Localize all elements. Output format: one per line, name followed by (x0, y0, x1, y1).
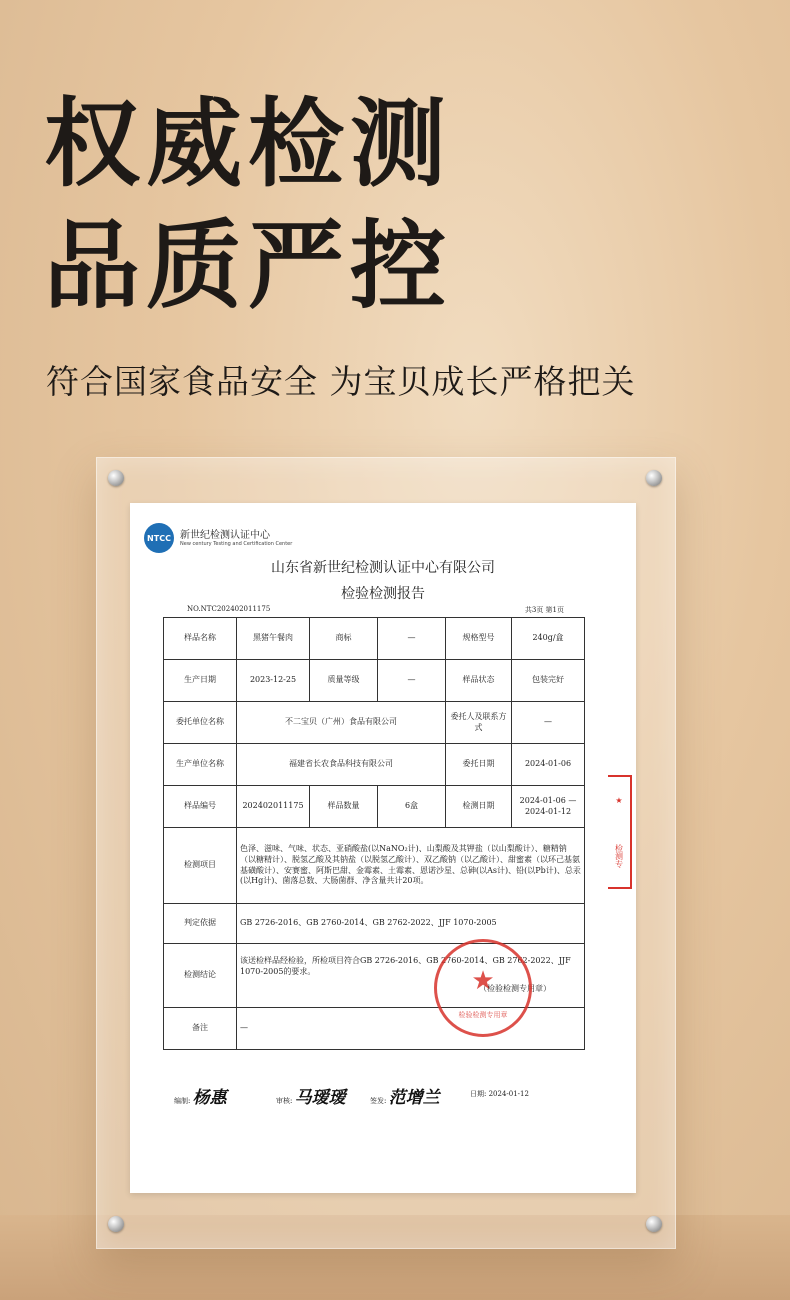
signature-reviewer: 审核: 马瑷瑷 (276, 1088, 346, 1108)
test-items-text: 色泽、滋味、气味、状态、亚硝酸盐(以NaNO₂计)、山梨酸及其钾盐（以山梨酸计）、糖精钠（以糖精计）、脱氢乙酸及其钠盐（以脱氢乙酸计）、双乙酸钠（以乙酸计）、甜蜜素（以环己基氨基磺酸计）、安赛蜜、阿斯巴甜、金霉素、土霉素、恩诺沙星、总砷(以As计)、铅(以Pb计)、总汞(以Hg计)、菌落总数、大肠菌群、净含量共计20项。 (237, 828, 585, 904)
cell-value: — (378, 660, 446, 702)
table-row (164, 786, 585, 828)
cell-value: — (512, 702, 585, 744)
signature-editor: 编制: 杨惠 (174, 1088, 227, 1108)
cell-label: 委托日期 (446, 744, 512, 786)
company-name: 山东省新世纪检测认证中心有限公司 (271, 560, 495, 576)
table-row (164, 744, 585, 786)
seal-star-icon: ★ (471, 966, 495, 996)
cell-value: 包装完好 (512, 660, 585, 702)
conclusion-text: 该送检样品经检验，所检项目符合GB 2726-2016、GB 2760-2014、GB 2762-2022、JJF 1070-2005的要求。 (240, 956, 571, 977)
cell-value: 2024-01-06 — 2024-01-12 (512, 786, 585, 828)
signature-date: 日期: 2024-01-12 (470, 1090, 529, 1098)
cell-label: 样品数量 (310, 786, 378, 828)
cell-label: 规格型号 (446, 618, 512, 660)
cell-label: 样品状态 (446, 660, 512, 702)
test-report-document (130, 503, 636, 1193)
basis-text: GB 2726-2016、GB 2760-2014、GB 2762-2022、JJF 1070-2005 (237, 904, 585, 944)
cell-value: 福建省长农食品科技有限公司 (237, 744, 446, 786)
signature: 马瑷瑷 (294, 1088, 346, 1108)
cell-label: 判定依据 (164, 904, 237, 944)
report-number: NO.NTC202402011175 (187, 605, 271, 613)
cell-label: 检测结论 (164, 944, 237, 1008)
cell-value: 2023-12-25 (237, 660, 310, 702)
headline-line1: 权威检测 (44, 88, 452, 200)
report-title: 检验检测报告 (341, 586, 425, 602)
edge-seal-text: 检测专 (614, 843, 624, 868)
signature: 杨惠 (192, 1088, 227, 1108)
cell-value: — (378, 618, 446, 660)
edge-seal-star-icon: ★ (615, 796, 623, 806)
cell-label: 样品名称 (164, 618, 237, 660)
table-row (164, 904, 585, 944)
screw-top-right (646, 470, 662, 486)
screw-bottom-right (646, 1216, 662, 1232)
cell-label: 检测项目 (164, 828, 237, 904)
cell-label: 样品编号 (164, 786, 237, 828)
org-name-en: New century Testing and Certification Center (180, 541, 293, 547)
cell-value: 202402011175 (237, 786, 310, 828)
table-row (164, 702, 585, 744)
cell-label: 生产日期 (164, 660, 237, 702)
cell-value: 不二宝贝（广州）食品有限公司 (237, 702, 446, 744)
cell-value: 6盒 (378, 786, 446, 828)
table-row (164, 828, 585, 904)
cell-label: 质量等级 (310, 660, 378, 702)
org-name-cn: 新世纪检测认证中心 (180, 530, 270, 541)
ntcc-logo: NTCC (144, 523, 174, 553)
cell-label: 检测日期 (446, 786, 512, 828)
signature: 范增兰 (388, 1088, 440, 1108)
cell-value: 黑猪午餐肉 (237, 618, 310, 660)
edge-seal (608, 775, 632, 889)
cell-label: 备注 (164, 1008, 237, 1050)
page-info: 共3页 第1页 (524, 606, 564, 614)
cell-label: 委托单位名称 (164, 702, 237, 744)
subtitle: 符合国家食品安全 为宝贝成长严格把关 (46, 362, 636, 401)
official-seal (434, 939, 532, 1037)
table-row (164, 660, 585, 702)
screw-top-left (108, 470, 124, 486)
remark-value: — (237, 1008, 585, 1050)
screw-bottom-left (108, 1216, 124, 1232)
cell-value: 240g/盒 (512, 618, 585, 660)
signature-approver: 签发: 范增兰 (370, 1088, 440, 1108)
cell-value: 2024-01-06 (512, 744, 585, 786)
seal-note: （检验检测专用章） (479, 983, 551, 993)
seal-text: 检验检测专用章 (458, 1011, 508, 1019)
headline-line2: 品质严控 (44, 210, 452, 322)
cell-label: 委托人及联系方式 (446, 702, 512, 744)
cell-label: 商标 (310, 618, 378, 660)
table-row (164, 618, 585, 660)
cell-label: 生产单位名称 (164, 744, 237, 786)
conclusion-cell (237, 944, 585, 1008)
